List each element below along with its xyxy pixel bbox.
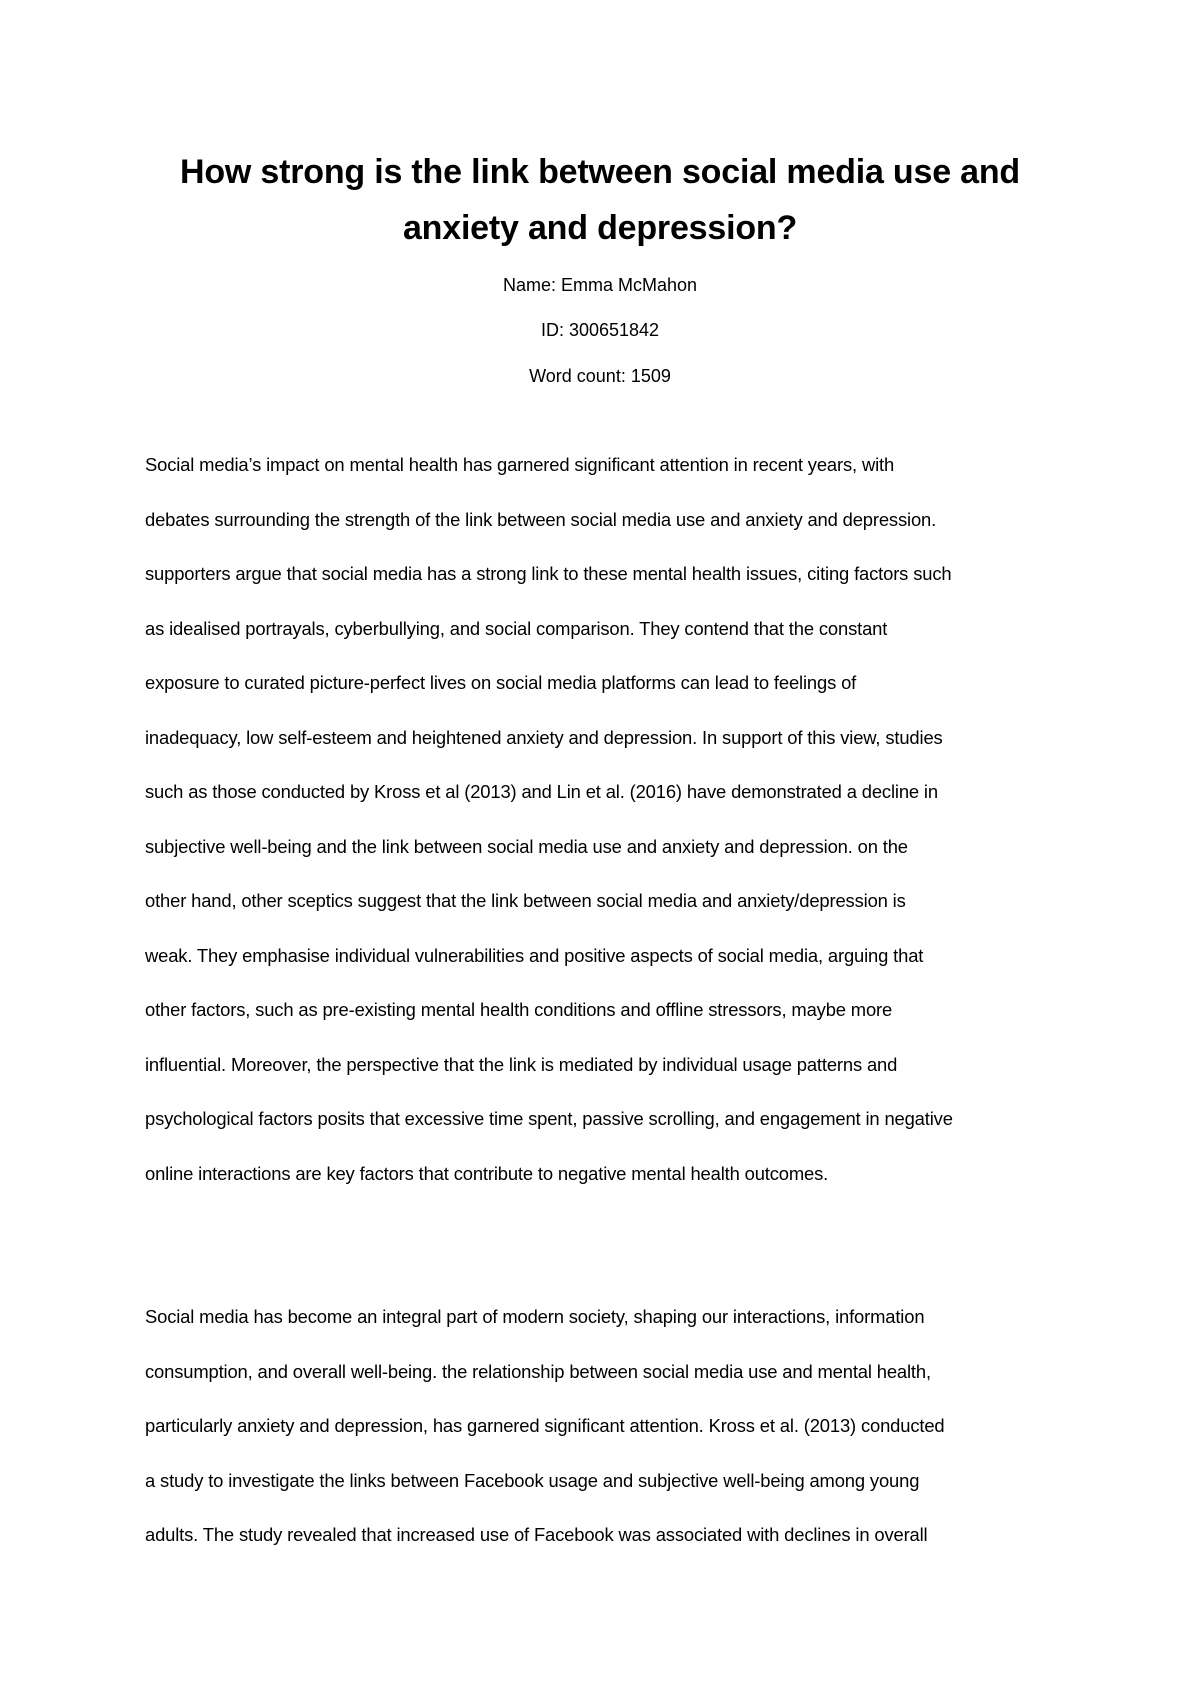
paragraph-line: such as those conducted by Kross et al (2013) and Lin et al. (2016) have demonstrated a decline in — [145, 781, 938, 802]
title-line-1: How strong is the link between social media use and — [180, 153, 1020, 191]
paragraph-line: consumption, and overall well-being. the relationship between social media use and mental health, — [145, 1360, 931, 1382]
paragraph-line: online interactions are key factors that contribute to negative mental health outcomes. — [145, 1162, 829, 1184]
paragraph-line: adults. The study revealed that increased use of Facebook was associated with declines in overall — [145, 1524, 928, 1545]
paragraph-line: Social media’s impact on mental health has garnered significant attention in recent years, with — [145, 454, 895, 475]
word-count: Word count: 1509 — [529, 366, 671, 386]
paragraph-line: subjective well-being and the link between social media use and anxiety and depression. on the — [145, 835, 908, 857]
paragraph-line: inadequacy, low self-esteem and heightened anxiety and depression. In support of this view, studies — [145, 726, 943, 748]
paragraph-line: as idealised portrayals, cyberbullying, and social comparison. They contend that the constant — [145, 617, 888, 639]
paragraph-line: particularly anxiety and depression, has garnered significant attention. Kross et al. (2013) conducted — [145, 1415, 945, 1436]
document-title — [100, 144, 1100, 256]
paragraph-line: weak. They emphasise individual vulnerabilities and positive aspects of social media, arguing that — [145, 944, 924, 966]
title-line-2: anxiety and depression? — [402, 209, 798, 247]
author-name: Name: Emma McMahon — [502, 275, 698, 295]
student-id: ID: 300651842 — [540, 320, 660, 340]
paragraph-line: debates surrounding the strength of the link between social media use and anxiety and depression. — [145, 508, 937, 530]
paragraph-body — [145, 1290, 1080, 1563]
paragraph-line: other factors, such as pre-existing mental health conditions and offline stressors, maybe more — [145, 999, 893, 1020]
paragraph-line: exposure to curated picture-perfect lives on social media platforms can lead to feelings of — [145, 672, 857, 693]
paragraph-line: other hand, other sceptics suggest that the link between social media and anxiety/depression is — [145, 890, 906, 911]
paragraph-line: a study to investigate the links between Facebook usage and subjective well-being among young — [145, 1469, 920, 1491]
paragraph-line: influential. Moreover, the perspective that the link is mediated by individual usage patterns and — [145, 1053, 898, 1075]
paragraph-line: psychological factors posits that excessive time spent, passive scrolling, and engagement in negative — [145, 1108, 953, 1129]
paragraph-line: supporters argue that social media has a strong link to these mental health issues, citing factors such — [145, 563, 952, 584]
paragraph-introduction — [145, 438, 1080, 1201]
paragraph-line: Social media has become an integral part of modern society, shaping our interactions, information — [145, 1306, 925, 1327]
